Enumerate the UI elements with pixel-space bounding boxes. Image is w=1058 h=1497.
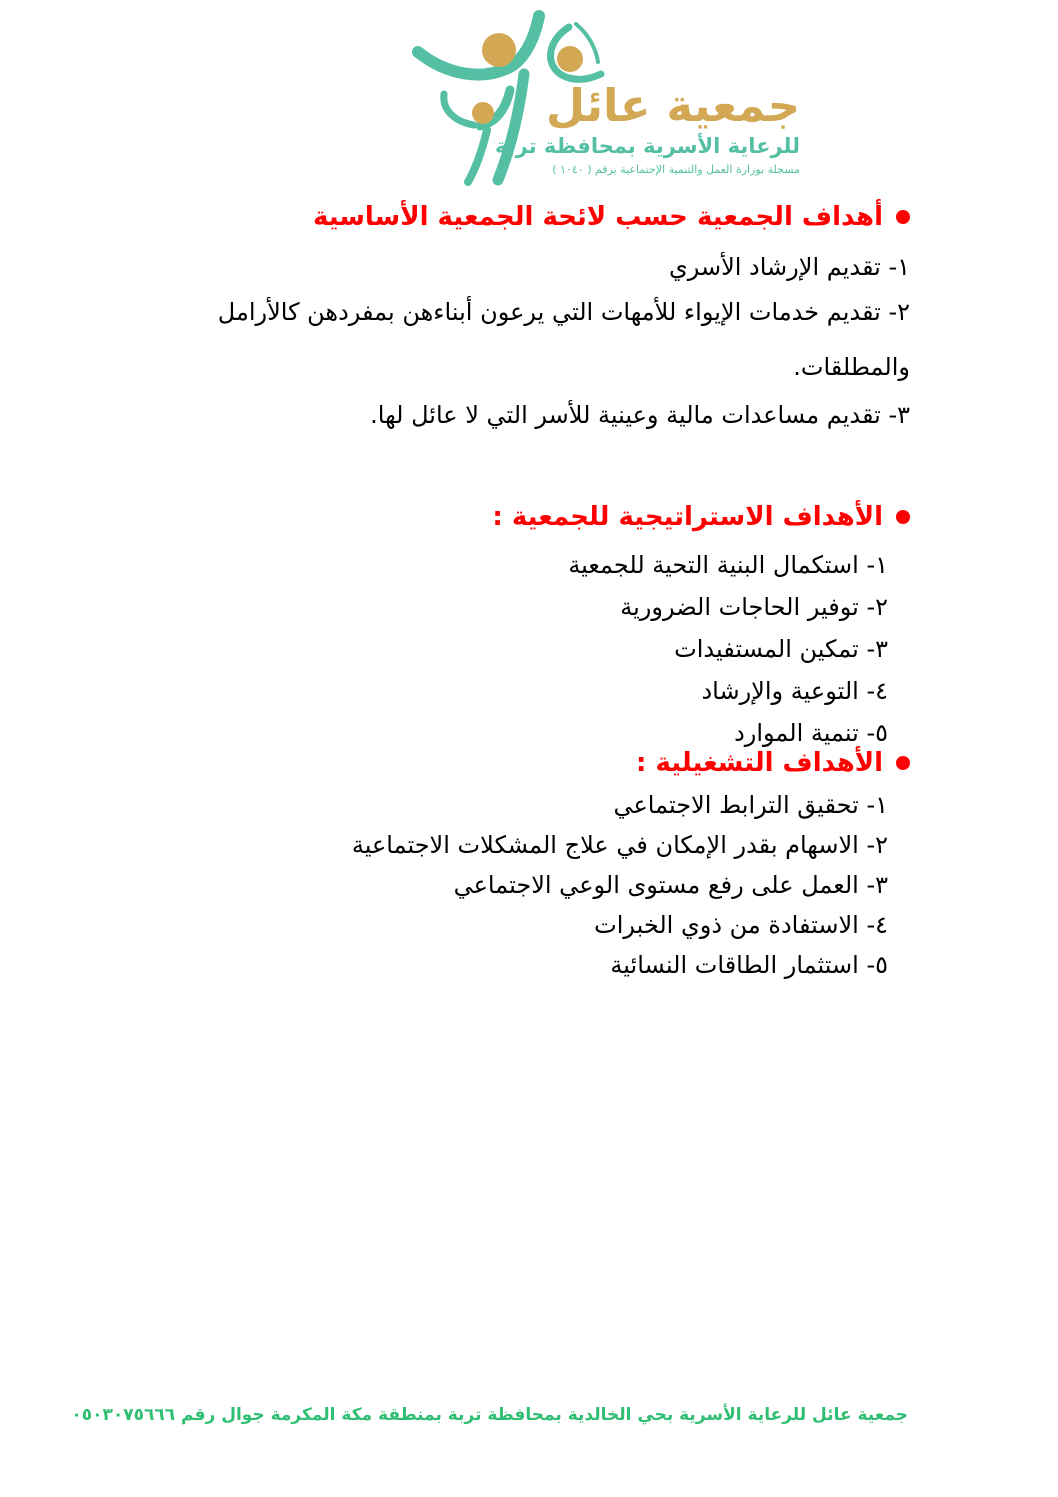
red-bullet-icon (896, 756, 910, 770)
red-bullet-icon (896, 210, 910, 224)
gold-head-small (472, 102, 494, 124)
logo-registration: مسجلة بوزارة العمل والتنمية الإجتماعية برقم ( ١٠٤٠ ) (552, 163, 800, 176)
section-heading-row (120, 498, 910, 536)
list-item-continuation: والمطلقات. (793, 353, 910, 381)
list-item: ٥- تنمية الموارد (734, 719, 888, 747)
list-item: ٢- توفير الحاجات الضرورية (620, 593, 888, 621)
list-item: ٣- العمل على رفع مستوى الوعي الاجتماعي (453, 871, 888, 899)
section-heading-row (120, 198, 910, 236)
logo-subtitle: للرعاية الأسرية بمحافظة تربة (495, 134, 800, 158)
section-heading-text: أهداف الجمعية حسب لائحة الجمعية الأساسية (312, 202, 883, 232)
list-item: ٥- استثمار الطاقات النسائية (610, 951, 888, 979)
list-item: ١- تحقيق الترابط الاجتماعي (613, 791, 888, 819)
org-logo-text (495, 79, 800, 177)
list-item: ٢- الاسهام بقدر الإمكان في علاج المشكلات الاجتماعية (351, 831, 888, 859)
list-item: ٣- تقديم مساعدات مالية وعينية للأسر التي لا عائل لها. (370, 401, 910, 429)
section-strategic-goals (120, 498, 910, 753)
list-item: ٣- تمكين المستفيدات (674, 635, 888, 663)
list-item: ١- تقديم الإرشاد الأسري (668, 253, 910, 281)
red-bullet-icon (896, 510, 910, 524)
logo-title: جمعية عائل (545, 79, 800, 132)
footer-text: جمعية عائل للرعاية الأسرية بحي الخالدية بمحافظة تربة بمنطقة مكة المكرمة جوال رقم ٠٥٠٣٠٧٥٦٦٦ (71, 1405, 908, 1425)
gold-head-large (482, 33, 516, 67)
section-heading-row (120, 744, 910, 782)
section-heading-text: الأهداف الاستراتيجية للجمعية : (492, 502, 883, 532)
section-operational-goals (120, 744, 910, 985)
section-heading-text: الأهداف التشغيلية : (636, 748, 883, 778)
list-item: ٤- التوعية والإرشاد (701, 677, 888, 705)
list-item: ١- استكمال البنية التحية للجمعية (568, 551, 888, 579)
list-item: ٢- تقديم خدمات الإيواء للأمهات التي يرعون أبناءهن بمفردهن كالأرامل (217, 298, 910, 326)
section-basic-goals (120, 198, 910, 435)
gold-head-right (557, 46, 583, 72)
list-item: ٤- الاستفادة من ذوي الخبرات (594, 911, 888, 939)
